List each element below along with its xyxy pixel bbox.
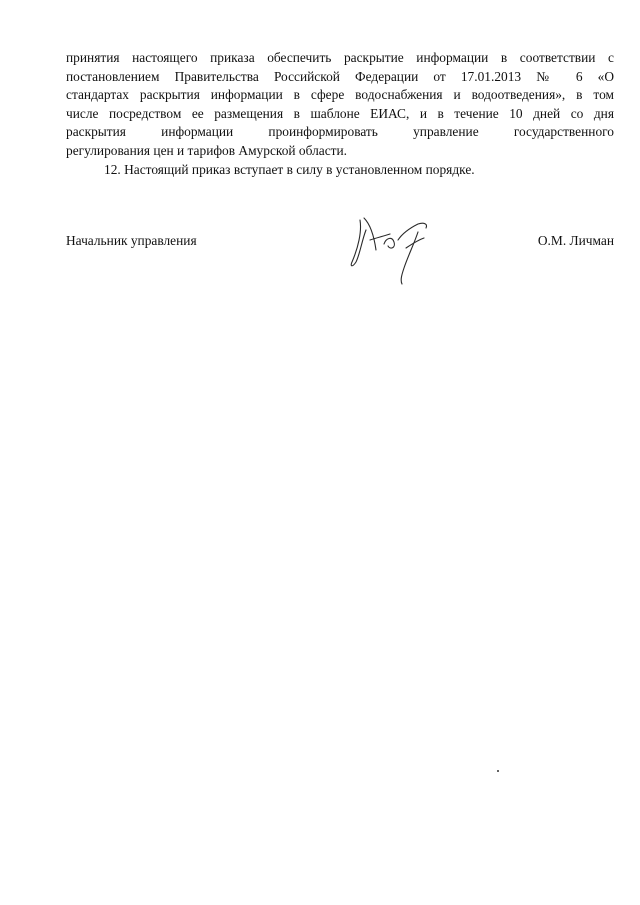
paragraph-disclosure	[66, 49, 614, 161]
text-line: постановлением Правительства Российской Федерации от 17.01.2013 № 6 «О	[66, 68, 614, 84]
text-line: стандартах раскрытия информации в сфере водоснабжения и водоотведения», в том	[66, 87, 614, 103]
text-line: раскрытия информации проинформировать управление государственного	[66, 124, 614, 140]
text-line: принятия настоящего приказа обеспечить раскрытие информации в соответствии с	[66, 50, 614, 65]
text-line: числе посредством ее размещения в шаблоне ЕИАС, и в течение 10 дней со дня	[66, 105, 614, 121]
body-text	[66, 49, 614, 179]
signatory-name: О.М. Личман	[537, 233, 614, 248]
text-line: регулирования цен и тарифов Амурской области.	[66, 142, 348, 158]
signatory-position: Начальник управления	[66, 233, 197, 248]
handwritten-signature	[340, 210, 440, 290]
scan-speck	[497, 770, 499, 772]
paragraph-effective-date: 12. Настоящий приказ вступает в силу в установленном порядке.	[104, 161, 475, 177]
